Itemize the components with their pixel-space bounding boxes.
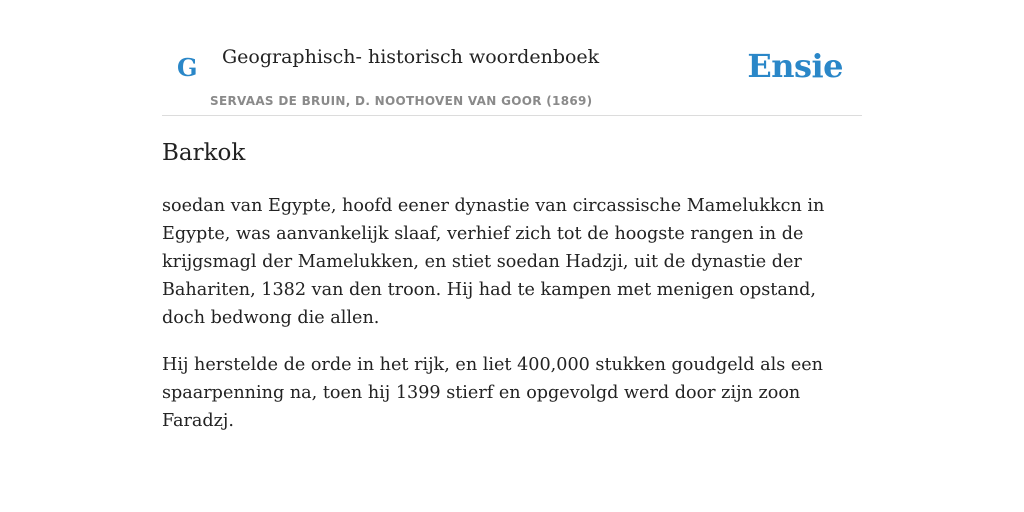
book-header xyxy=(162,0,862,116)
book-author: SERVAAS DE BRUIN, D. NOOTHOVEN VAN GOOR (1869) xyxy=(210,94,593,108)
entry-title: Barkok xyxy=(162,140,246,166)
entry-body xyxy=(162,192,862,454)
book-letter-link[interactable]: G xyxy=(177,53,198,82)
entry-paragraph: soedan van Egypte, hoofd eener dynastie van circassische Mamelukkcn in Egypte, was aanvankelijk slaaf, verhief zich tot de hoogste rangen in de krijgsmagl der Mamelukken, en stiet soedan Hadzji, uit de dynastie der Bahariten, 1382 van den troon. Hij had te kampen met menigen opstand, doch bedwong die allen. xyxy=(162,196,825,328)
page xyxy=(162,0,862,512)
entry-paragraph: Hij herstelde de orde in het rijk, en liet 400,000 stukken goudgeld als een spaarpenning na, toen hij 1399 stierf en opgevolgd werd door zijn zoon Faradzj. xyxy=(162,355,824,431)
ensie-logo[interactable]: Ensie xyxy=(747,47,843,85)
book-title-link[interactable]: Geographisch- historisch woordenboek xyxy=(222,46,600,68)
